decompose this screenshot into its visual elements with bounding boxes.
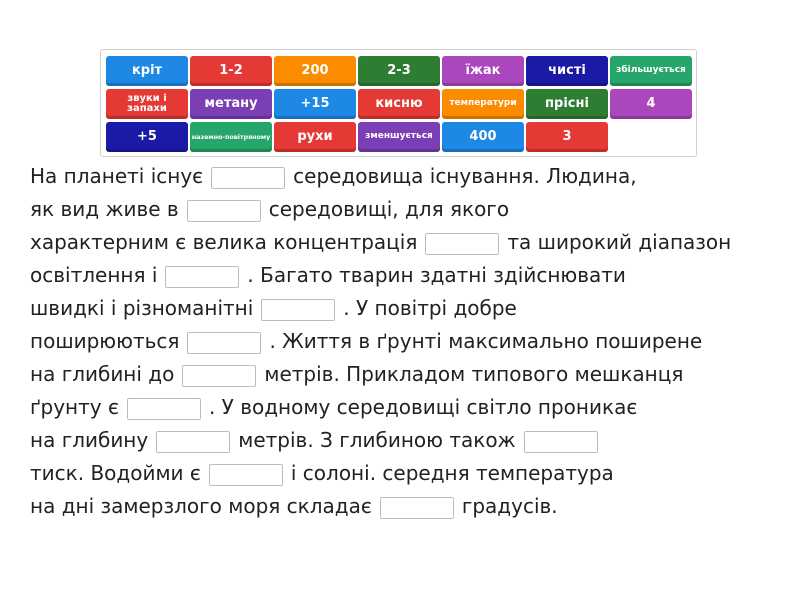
- text-segment: на глибині до: [30, 362, 175, 386]
- blank-5[interactable]: [261, 299, 335, 321]
- text-segment: як вид живе в: [30, 197, 179, 221]
- blank-11[interactable]: [209, 464, 283, 486]
- text-segment: і солоні. середня температура: [290, 461, 614, 485]
- text-segment: середовища існування. Людина,: [293, 164, 637, 188]
- passage-line-7: [30, 360, 683, 388]
- text-segment: . У повітрі добре: [343, 296, 517, 320]
- blank-7[interactable]: [182, 365, 256, 387]
- blank-3[interactable]: [425, 233, 499, 255]
- passage-line-8: [30, 393, 637, 421]
- blank-6[interactable]: [187, 332, 261, 354]
- text-segment: . Життя в ґрунті максимально поширене: [269, 329, 703, 353]
- blank-1[interactable]: [211, 167, 285, 189]
- passage-line-9: [30, 426, 606, 454]
- passage-line-2: [30, 195, 509, 223]
- passage-line-5: [30, 294, 517, 322]
- tile-4[interactable]: 4: [610, 89, 692, 119]
- tile-zmenshuietsia[interactable]: зменшується: [358, 122, 440, 152]
- text-segment: . У водному середовищі світло проникає: [208, 395, 638, 419]
- text-segment: ґрунту є: [30, 395, 119, 419]
- tile-2-3[interactable]: 2-3: [358, 56, 440, 86]
- tile-plus5[interactable]: +5: [106, 122, 188, 152]
- text-segment: градусів.: [461, 494, 558, 518]
- tile-plus15[interactable]: +15: [274, 89, 356, 119]
- text-segment: швидкі і різноманітні: [30, 296, 254, 320]
- passage-line-1: [30, 162, 637, 190]
- passage-line-11: [30, 492, 558, 520]
- tile-rukhy[interactable]: рухи: [274, 122, 356, 152]
- text-segment: На планеті існує: [30, 164, 204, 188]
- text-segment: тиск. Водойми є: [30, 461, 201, 485]
- blank-4[interactable]: [165, 266, 239, 288]
- tile-200[interactable]: 200: [274, 56, 356, 86]
- tile-chysti[interactable]: чисті: [526, 56, 608, 86]
- tile-nazemno-povitrianomu[interactable]: наземно-повітряному: [190, 122, 272, 152]
- text-segment: на дні замерзлого моря складає: [30, 494, 372, 518]
- text-segment: на глибину: [30, 428, 149, 452]
- tile-zvuky-i-zapakhy[interactable]: звуки і запахи: [106, 89, 188, 119]
- tile-1-2[interactable]: 1-2: [190, 56, 272, 86]
- passage-line-10: [30, 459, 614, 487]
- text-segment: метрів. Прикладом типового мешканця: [264, 362, 684, 386]
- tile-yizhak[interactable]: їжак: [442, 56, 524, 86]
- tile-kysniu[interactable]: кисню: [358, 89, 440, 119]
- tile-prisni[interactable]: прісні: [526, 89, 608, 119]
- blank-9[interactable]: [156, 431, 230, 453]
- text-segment: та широкий діапазон: [507, 230, 732, 254]
- text-segment: середовищі, для якого: [268, 197, 510, 221]
- tile-zbilshuietsia[interactable]: збільшується: [610, 56, 692, 86]
- blank-8[interactable]: [127, 398, 201, 420]
- tile-3[interactable]: 3: [526, 122, 608, 152]
- tile-krit[interactable]: кріт: [106, 56, 188, 86]
- blank-10[interactable]: [524, 431, 598, 453]
- tile-temperatury[interactable]: температури: [442, 89, 524, 119]
- blank-12[interactable]: [380, 497, 454, 519]
- passage-line-3: [30, 228, 731, 256]
- text-segment: метрів. З глибиною також: [238, 428, 516, 452]
- text-segment: освітлення і: [30, 263, 158, 287]
- tile-400[interactable]: 400: [442, 122, 524, 152]
- tile-metanu[interactable]: метану: [190, 89, 272, 119]
- passage-line-4: [30, 261, 626, 289]
- passage-line-6: [30, 327, 702, 355]
- word-bank: [100, 49, 697, 157]
- blank-2[interactable]: [187, 200, 261, 222]
- text-segment: поширюються: [30, 329, 180, 353]
- text-segment: . Багато тварин здатні здійснювати: [247, 263, 626, 287]
- text-segment: характерним є велика концентрація: [30, 230, 418, 254]
